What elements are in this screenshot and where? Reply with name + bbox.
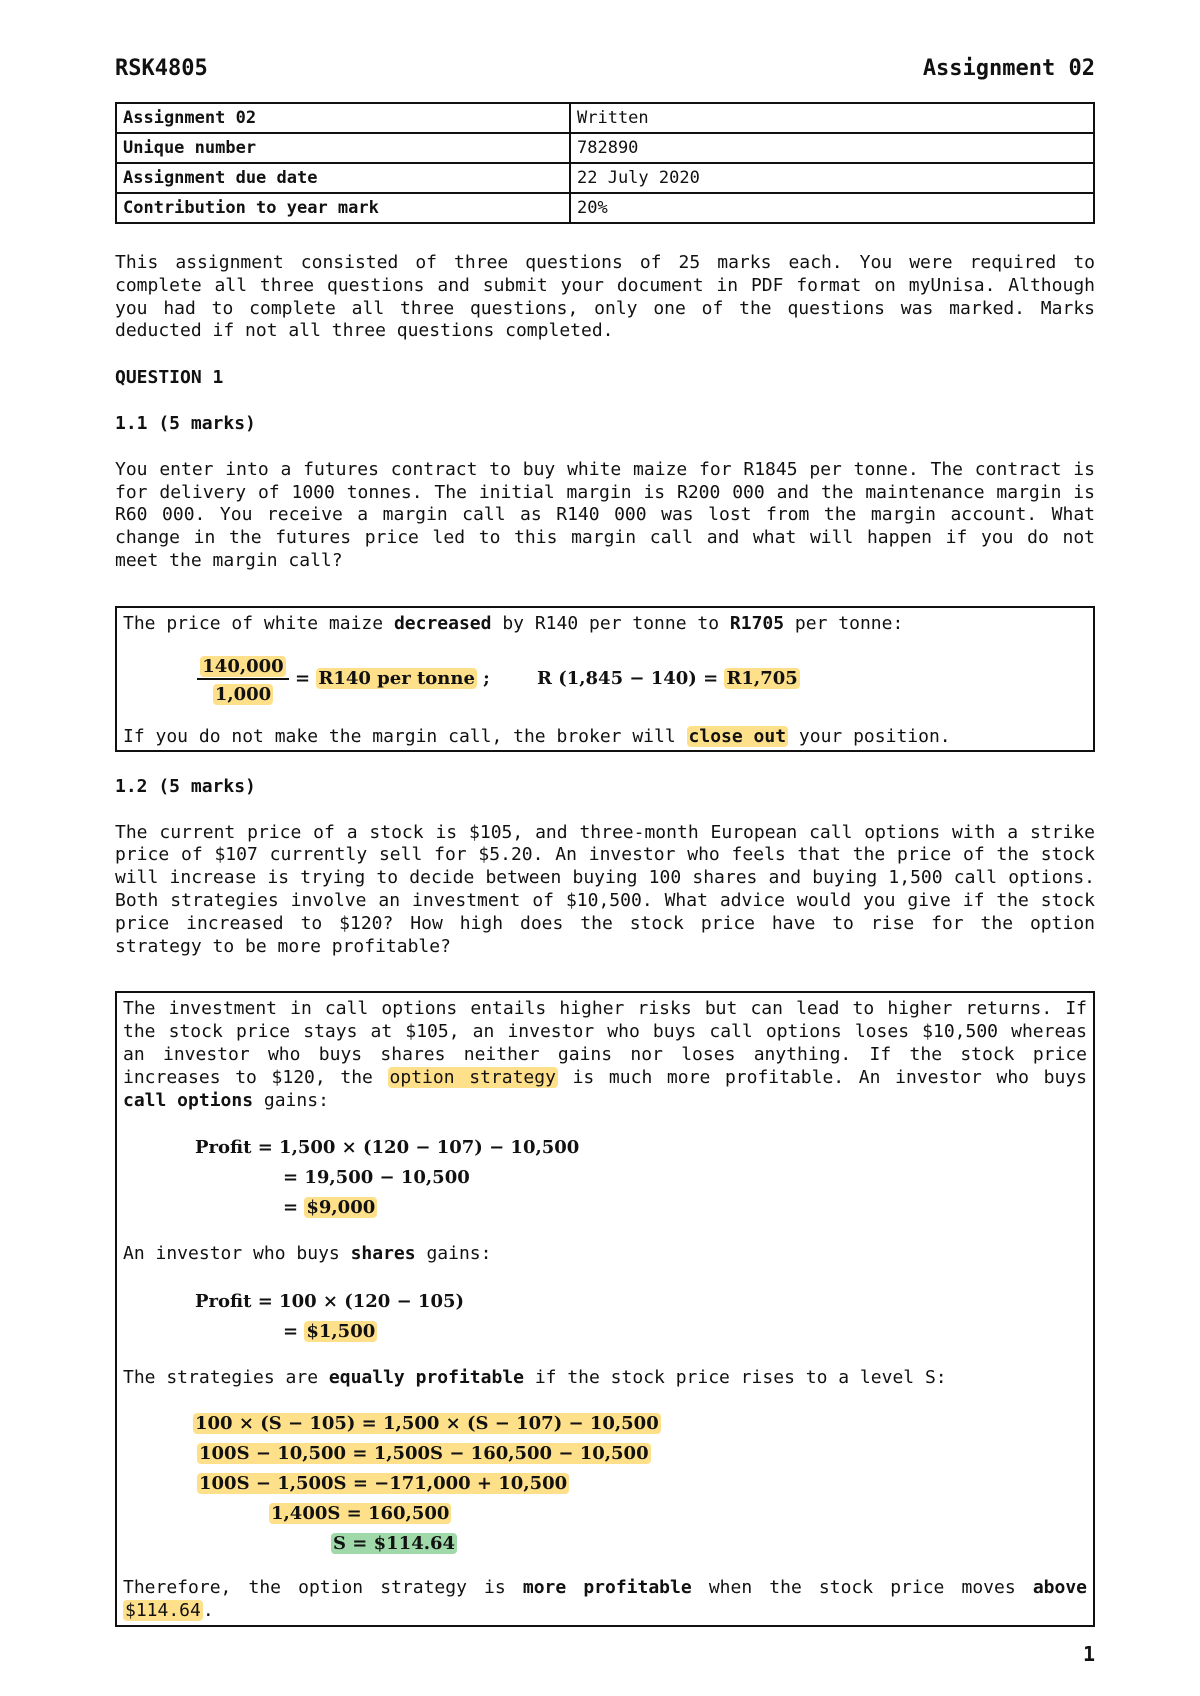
table-cell-label: Assignment 02 [116,103,570,133]
equation-2 [537,668,800,689]
table-cell-label: Assignment due date [116,163,570,193]
answer-highlight: option strategy [389,1066,556,1088]
final-answer: S = $114.64 [333,1533,456,1555]
eq-highlight: 100 × (S − 105) = 1,500 × (S − 107) − 10,500 [195,1413,659,1435]
answer-box-1-2 [115,991,1095,1627]
answer-text: by R140 per tonne to [491,612,730,634]
section-1-1-text: You enter into a futures contract to buy white maize for R1845 per tonne. The contract is for delivery of 1000 tonnes. The initial margin is R200 000 and the maintenance margin is R60 000. You receive a margin call as R140 000 was lost from the margin account. What change in the futures price led to this margin call and what will happen if you do not meet the margin call? [115,458,1095,571]
calc-result: $9,000 [306,1197,376,1219]
page-number: 1 [1082,1642,1095,1666]
answer-box-1-1 [115,606,1095,752]
answer-text: . [202,1600,214,1622]
answer-text: An investor who buys [123,1243,351,1265]
course-code: RSK4805 [115,56,208,81]
answer-bold: above [1032,1577,1087,1599]
page-header [115,56,1095,90]
equation-line-2 [197,1443,651,1464]
calc-1-line-3: = $9,000 [283,1197,376,1219]
fraction-numerator: 140,000 [202,655,284,677]
answer-bold: equally profitable [328,1367,524,1389]
equation-1 [295,668,490,689]
table-row [116,163,1094,193]
question-1-heading: QUESTION 1 [115,367,224,389]
calc-2-line-2: = $1,500 [283,1321,376,1343]
answer-1-2-paragraph-4 [123,1577,1087,1623]
calc-2-line-1: Profit = 100 × (120 − 105) [195,1291,465,1313]
answer-1-2-paragraph-3 [123,1367,947,1388]
eq-text: ; [476,667,490,689]
assignment-title: Assignment 02 [922,56,1095,81]
eq-highlight: 100S − 1,500S = −171,000 + 10,500 [199,1473,568,1495]
answer-1-1-line2 [123,726,951,747]
answer-text: per tonne: [784,612,904,634]
equation-line-3 [197,1473,569,1494]
equation-line-5 [331,1533,457,1554]
answer-bold: shares [350,1243,416,1265]
answer-bold: decreased [393,612,492,634]
document-page [115,56,1095,1627]
answer-text: The investment in call options entails higher risks but can lead to higher returns. If the stock price stays at $105, an investor who buys call options loses $10,500 whereas an investor who buys shares neither gains nor loses anything. If the stock price increases to $120, the [123,998,1087,1088]
eq-highlight: 100S − 10,500 = 1,500S − 160,500 − 10,500 [199,1443,649,1465]
table-row [116,133,1094,163]
section-1-1-heading: 1.1 (5 marks) [115,412,256,434]
calc-1-line-1: Profit = 1,500 × (120 − 107) − 10,500 [195,1137,580,1159]
table-cell-label: Unique number [116,133,570,163]
answer-text: is much more profitable. An investor who buys [557,1066,1088,1088]
answer-bold: R1705 [729,612,785,634]
answer-text: if the stock price rises to a level S: [523,1367,947,1389]
answer-text: when the stock price moves [691,1577,1033,1599]
eq-text: R (1,845 − 140) = [537,667,725,689]
answer-text: The strategies are [123,1367,329,1389]
answer-text: your position. [788,725,951,747]
eq-highlight: R140 per tonne [318,667,475,689]
table-cell-value: 22 July 2020 [570,163,1094,193]
answer-highlight: $114.64 [125,1600,201,1622]
intro-paragraph: This assignment consisted of three questions of 25 marks each. You were required to complete all three questions and submit your document in PDF format on myUnisa. Although you had to complete all three questions, only one of the questions was marked. Marks deducted if not all three questions completed. [115,252,1095,342]
section-1-2-heading: 1.2 (5 marks) [115,775,256,797]
answer-bold: call options [123,1089,254,1111]
fraction [197,656,289,705]
equation-line-1 [193,1413,661,1434]
answer-bold: more profitable [522,1577,692,1599]
calc-1-line-2: = 19,500 − 10,500 [283,1167,470,1189]
section-1-2-text: The current price of a stock is $105, and three-month European call options with a strike price of $107 currently sell for $5.20. An investor who feels that the price of the stock will increase is trying to decide between buying 100 shares and buying 1,500 call options. Both strategies involve an investment of $10,500. What advice would you give if the stock price increased to $120? How high does the stock price have to rise for the option strategy to be more profitable? [115,821,1095,957]
table-row [116,193,1094,223]
eq-highlight: R1,705 [726,667,798,689]
answer-text: gains: [253,1089,329,1111]
calc-result: $1,500 [306,1321,376,1343]
fraction-denominator: 1,000 [214,683,272,705]
answer-1-1-line1 [123,613,1087,634]
answer-text: Therefore, the option strategy is [123,1577,523,1599]
answer-text: If you do not make the margin call, the broker will [123,725,687,747]
answer-text: The price of white maize [123,612,394,634]
answer-1-2-paragraph-2 [123,1243,491,1264]
table-cell-value: 782890 [570,133,1094,163]
assignment-info-table [115,102,1095,224]
table-cell-value: 20% [570,193,1094,223]
answer-1-2-paragraph-1 [123,998,1087,1112]
eq-highlight: 1,400S = 160,500 [271,1503,450,1525]
table-row [116,103,1094,133]
answer-text: gains: [415,1243,492,1265]
equation-line-4 [269,1503,451,1524]
table-cell-label: Contribution to year mark [116,193,570,223]
eq-text: = [295,667,317,689]
table-cell-value: Written [570,103,1094,133]
answer-bold: close out [688,725,787,747]
